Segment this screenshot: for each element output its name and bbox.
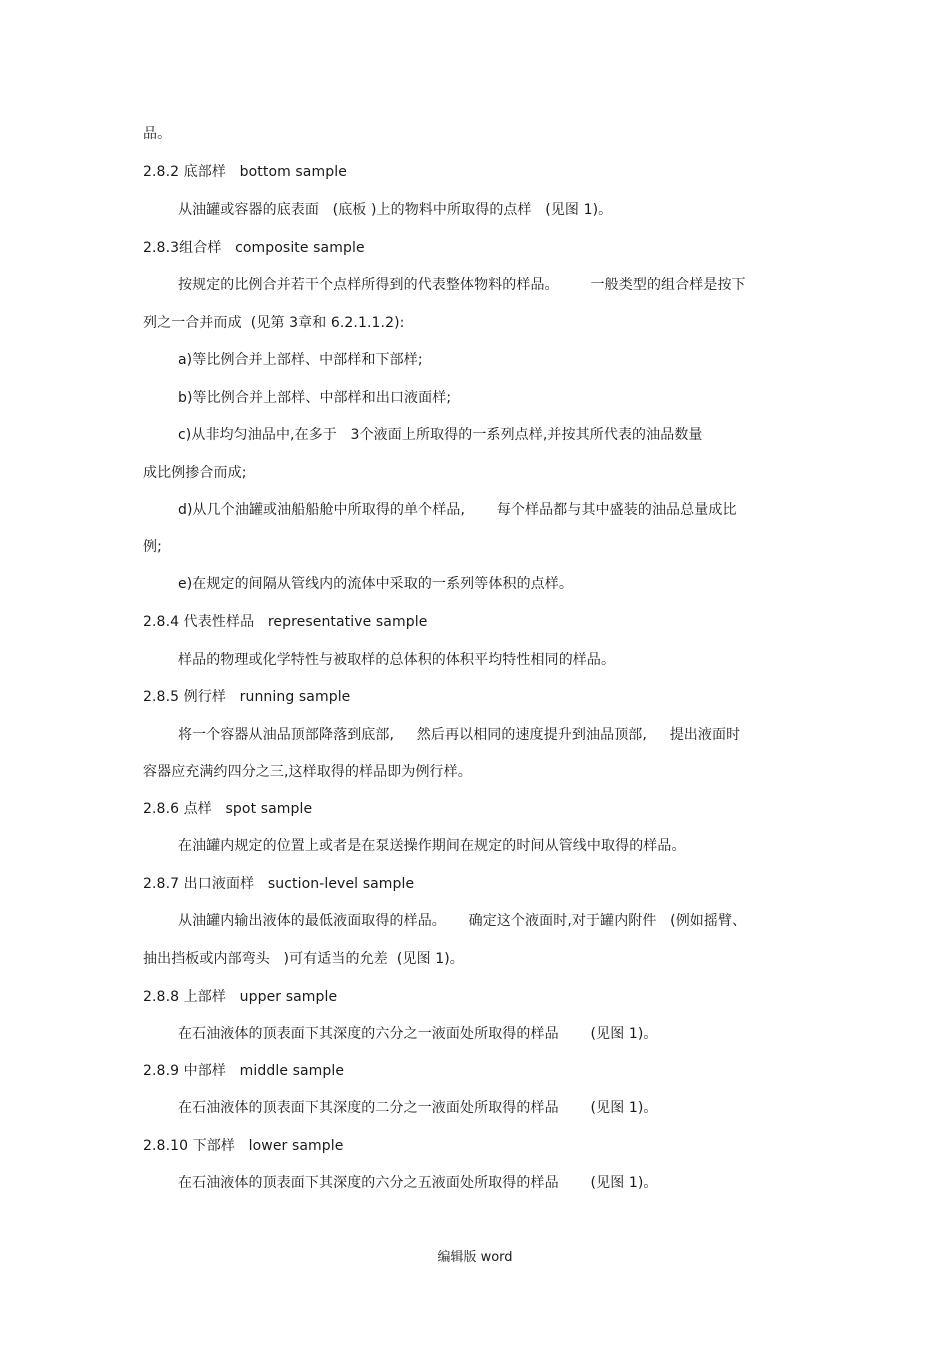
definition-paragraph: 在油罐内规定的位置上或者是在泵送操作期间在规定的时间从管线中取得的样品。 bbox=[178, 838, 686, 854]
definition-paragraph: 从油罐或容器的底表面 (底板 )上的物料中所取得的点样 (见图 1)。 bbox=[178, 202, 613, 218]
definition-paragraph: 在石油液体的顶表面下其深度的六分之一液面处所取得的样品 (见图 1)。 bbox=[178, 1026, 658, 1042]
section-heading-2-8-4: 2.8.4 代表性样品 representative sample bbox=[143, 614, 428, 630]
section-heading-2-8-10: 2.8.10 下部样 lower sample bbox=[143, 1138, 344, 1154]
definition-paragraph-continuation: 抽出挡板或内部弯头 )可有适当的允差 (见图 1)。 bbox=[143, 951, 464, 967]
section-heading-2-8-9: 2.8.9 中部样 middle sample bbox=[143, 1063, 345, 1079]
definition-paragraph-continuation: 容器应充满约四分之三,这样取得的样品即为例行样。 bbox=[143, 764, 472, 780]
section-heading-2-8-7: 2.8.7 出口液面样 suction-level sample bbox=[143, 876, 415, 892]
list-item-c: c)从非均匀油品中,在多于 3个液面上所取得的一系列点样,并按其所代表的油品数量 bbox=[178, 427, 703, 443]
list-item-b: b)等比例合并上部样、中部样和出口液面样; bbox=[178, 390, 452, 406]
list-item-d-continuation: 例; bbox=[143, 539, 162, 555]
definition-paragraph-continuation: 列之一合并而成 (见第 3章和 6.2.1.1.2): bbox=[143, 315, 405, 331]
page-footer: 编辑版 word bbox=[437, 1250, 513, 1265]
continuation-text: 品。 bbox=[143, 126, 172, 142]
definition-paragraph: 在石油液体的顶表面下其深度的六分之五液面处所取得的样品 (见图 1)。 bbox=[178, 1175, 658, 1191]
definition-paragraph: 按规定的比例合并若干个点样所得到的代表整体物料的样品。 一般类型的组合样是按下 bbox=[178, 277, 746, 293]
definition-paragraph: 在石油液体的顶表面下其深度的二分之一液面处所取得的样品 (见图 1)。 bbox=[178, 1100, 658, 1116]
section-heading-2-8-2: 2.8.2 底部样 bottom sample bbox=[143, 164, 347, 180]
list-item-d: d)从几个油罐或油船船舱中所取得的单个样品, 每个样品都与其中盛装的油品总量成比 bbox=[178, 502, 737, 518]
definition-paragraph: 将一个容器从油品顶部降落到底部, 然后再以相同的速度提升到油品顶部, 提出液面时 bbox=[178, 727, 741, 743]
section-heading-2-8-3: 2.8.3组合样 composite sample bbox=[143, 240, 365, 256]
list-item-a: a)等比例合并上部样、中部样和下部样; bbox=[178, 352, 423, 368]
definition-paragraph: 样品的物理或化学特性与被取样的总体积的体积平均特性相同的样品。 bbox=[178, 652, 616, 668]
list-item-c-continuation: 成比例掺合而成; bbox=[143, 465, 247, 481]
definition-paragraph: 从油罐内输出液体的最低液面取得的样品。 确定这个液面时,对于罐内附件 (例如摇臂、 bbox=[178, 913, 747, 929]
section-heading-2-8-8: 2.8.8 上部样 upper sample bbox=[143, 989, 338, 1005]
list-item-e: e)在规定的间隔从管线内的流体中采取的一系列等体积的点样。 bbox=[178, 576, 573, 592]
section-heading-2-8-6: 2.8.6 点样 spot sample bbox=[143, 801, 313, 817]
section-heading-2-8-5: 2.8.5 例行样 running sample bbox=[143, 689, 351, 705]
